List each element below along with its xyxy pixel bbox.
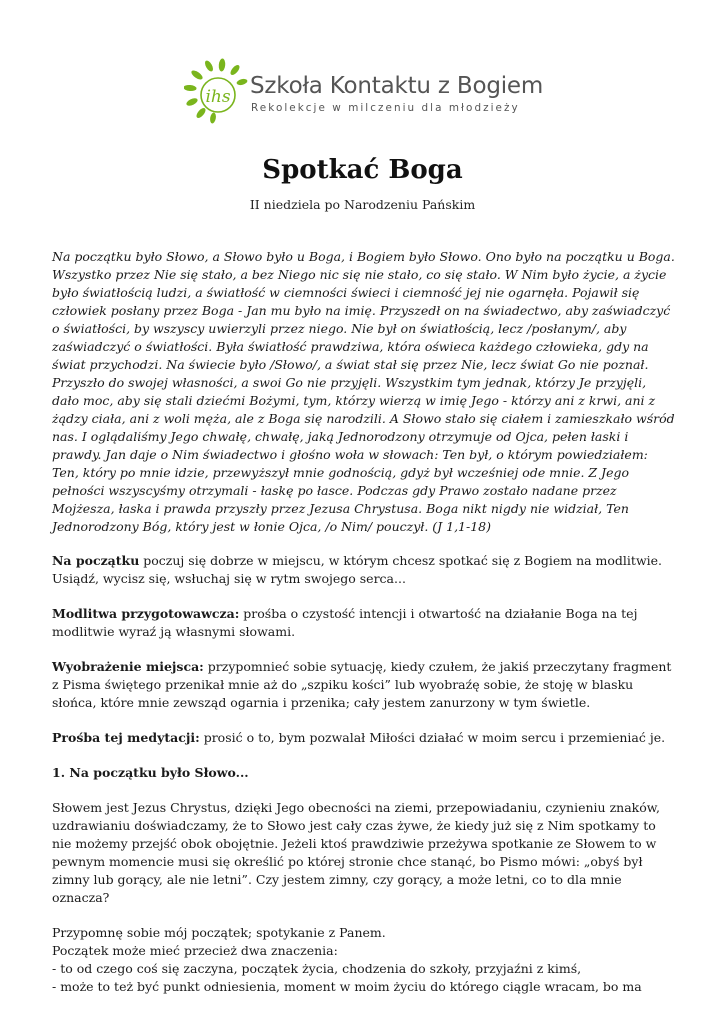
brand-name: Szkoła Kontaktu z Bogiem bbox=[250, 73, 544, 99]
text-line: Początek może mieć przecież dwa znaczenia: bbox=[52, 943, 338, 958]
header-logo-block bbox=[184, 58, 544, 128]
logo-letters: ihs bbox=[205, 87, 231, 107]
section-text: poczuj się dobrze w miejscu, w którym chcesz spotkać się z Bogiem na modlitwie. Usiądź, wycisz się, wsłuchaj się w rytm swojego serca... bbox=[52, 553, 663, 586]
section-label: Modlitwa przygotowawcza: bbox=[52, 606, 240, 621]
section-label: Wyobrażenie miejsca: bbox=[52, 659, 204, 674]
brand-tagline: Rekolekcje w milczeniu dla młodzieży bbox=[251, 102, 520, 114]
section-label: Na początku bbox=[52, 553, 140, 568]
section-text: przypomnieć sobie sytuację, kiedy czułem, że jakiś przeczytany fragment z Pisma świętego przenikał mnie aż do „szpiku kości” lub wyobraźę sobie, że stoję w blasku słońca, które mnie zewsząd ogarnia i przenika; cały jestem zanurzony w tym świetle. bbox=[52, 659, 672, 710]
section-prep-prayer bbox=[52, 605, 675, 641]
text-line: Przypomnę sobie mój początek; spotykanie z Panem. bbox=[52, 925, 386, 940]
point-1-paragraph: Słowem jest Jezus Chrystus, dzięki Jego obecności na ziemi, przepowiadaniu, czynieniu znaków, uzdrawianiu doświadczamy, że to Słowo jest cały czas żywe, że kiedy już się z Nim spotkamy to nie możemy przejść obok obojętnie. Jeżeli ktoś prawdziwie przeżywa spotkanie ze Słowem to w pewnym momencie musi się określić po której stronie chce stanąć, bo Pismo mówi: „obyś był zimny lub gorący, ale nie letni”. Czy jestem zimny, czy gorący, a może letni, co to dla mnie oznacza? bbox=[52, 800, 660, 905]
section-beginning bbox=[52, 552, 675, 588]
sun-ihs-logo-icon bbox=[184, 58, 250, 124]
section-place bbox=[52, 658, 675, 712]
section-label: Prośba tej medytacji: bbox=[52, 730, 200, 745]
page-title: Spotkać Boga bbox=[262, 155, 463, 185]
page-subtitle: II niedziela po Narodzeniu Pańskim bbox=[249, 197, 476, 212]
section-request bbox=[52, 729, 675, 747]
gospel-quote: Na początku było Słowo, a Słowo było u Boga, i Bogiem było Słowo. Ono było na początku u Boga. Wszystko przez Nie się stało, a bez Niego nic się nie stało, co się stało. W Nim było życie, a życie było światłością ludzi, a światłość w ciemności świeci i ciemność jej nie ogarnęła. Pojawił się człowiek posłany przez Boga - Jan mu było na imię. Przyszedł on na świadectwo, aby zaświadczyć o światłości, by wszyscy uwierzyli przez niego. Nie był on światłością, lecz /posłanym/, aby zaświadczyć o światłości. Była światłość prawdziwa, która oświeca każdego człowieka, gdy na świat przychodzi. Na świecie było /Słowo/, a świat stał się przez Nie, lecz świat Go nie poznał. Przyszło do swojej własności, a swoi Go nie przyjęli. Wszystkim tym jednak, którzy Je przyjęli, dało moc, aby się stali dziećmi Bożymi, tym, którzy wierzą w imię Jego - którzy ani z krwi, ani z żądzy ciała, ani z woli męża, ale z Boga się narodzili. A Słowo stało się ciałem i zamieszkało wśród nas. I oglądaliśmy Jego chwałę, chwałę, jaką Jednorodzony otrzymuje od Ojca, pełen łaski i prawdy. Jan daje o Nim świadectwo i głośno woła w słowach: Ten był, o którym powiedziałem: Ten, który po mnie idzie, przewyższył mnie godnością, gdyż był wcześniej ode mnie. Z Jego pełności wszyscyśmy otrzymali - łaskę po łasce. Podczas gdy Prawo zostało nadane przez Mojżesza, łaska i prawda przyszły przez Jezusa Chrystusa. Boga nikt nigdy nie widział, Ten Jednorodzony Bóg, który jest w łonie Ojca, /o Nim/ pouczył. (J 1,1-18) bbox=[52, 249, 675, 534]
section-text: prośba o czystość intencji i otwartość na działanie Boga na tej modlitwie wyraź ją własnymi słowami. bbox=[52, 606, 638, 639]
point-1-heading: 1. Na początku było Słowo... bbox=[52, 765, 249, 780]
text-line: - to od czego coś się zaczyna, początek życia, chodzenia do szkoły, przyjaźni z kimś, bbox=[52, 961, 582, 976]
article-body bbox=[52, 248, 675, 996]
text-line: - może to też być punkt odniesienia, moment w moim życiu do którego ciągle wracam, bo ma bbox=[52, 979, 642, 994]
section-text: prosić o to, bym pozwalał Miłości działać w moim sercu i przemieniać je. bbox=[199, 730, 666, 745]
